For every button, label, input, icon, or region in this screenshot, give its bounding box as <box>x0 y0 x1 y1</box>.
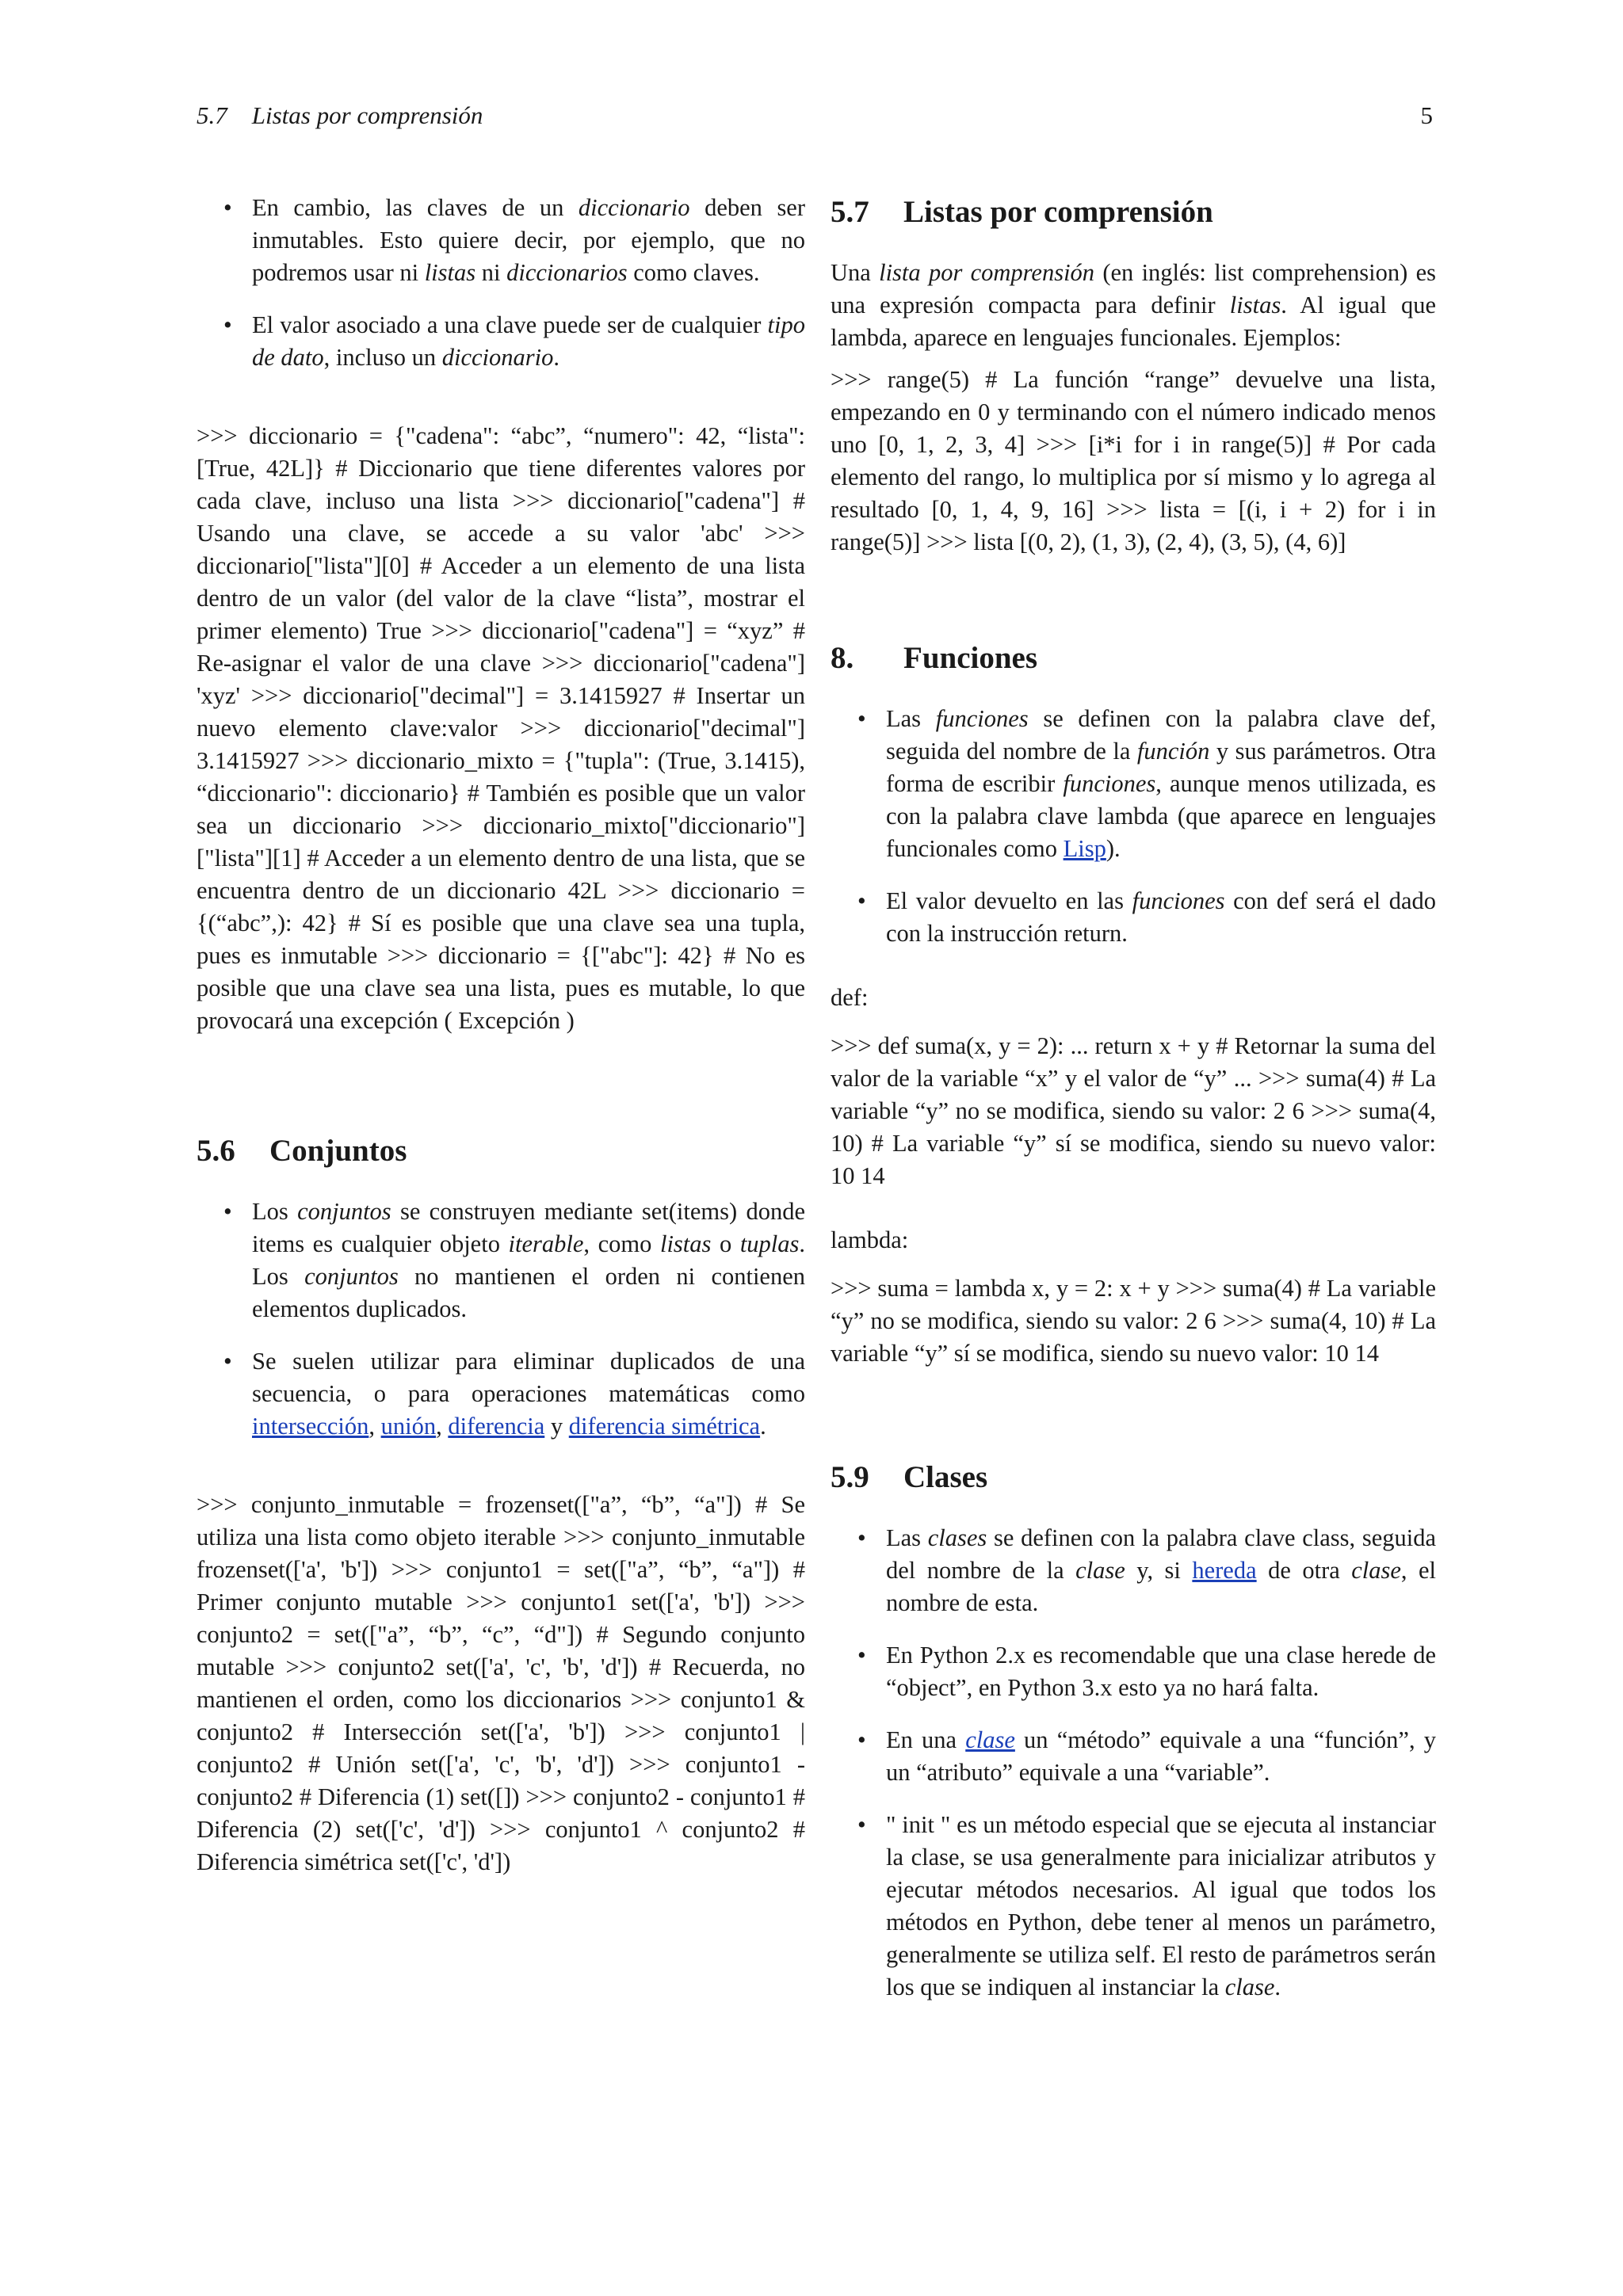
text-segment: , aunque menos utilizada, es con la palabra clave lambda (que aparece en lenguajes funcionales como <box>886 770 1436 862</box>
bullet-text <box>886 1524 1436 1616</box>
bullet-icon: • <box>223 311 232 338</box>
emphasis-text: lista por comprensión <box>879 259 1095 286</box>
text-segment: Se suelen utilizar para eliminar duplicados de una secuencia, o para operaciones matemáticas como <box>252 1348 805 1407</box>
bullet-icon: • <box>857 1811 866 1838</box>
text-segment: se definen con la palabra clave def, seguida del nombre de la <box>886 705 1436 765</box>
bullet-text <box>252 311 805 371</box>
inline-link[interactable]: diferencia simétrica <box>568 1413 761 1440</box>
emphasis-text: conjuntos <box>304 1263 399 1290</box>
list-item <box>831 1639 1436 1704</box>
bullet-text <box>886 1642 1436 1701</box>
text-segment: , incluso un <box>323 344 442 371</box>
list-item <box>197 309 805 374</box>
section-heading-conjuntos <box>197 1131 805 1172</box>
emphasis-text: diccionario <box>441 344 554 371</box>
list-item <box>831 1522 1436 1619</box>
bullet-text <box>252 1348 805 1440</box>
bullet-icon: • <box>857 1524 866 1551</box>
text-segment: , el nombre de esta. <box>886 1557 1436 1616</box>
listas-intro <box>831 257 1436 354</box>
emphasis-text: funciones <box>1132 887 1225 914</box>
emphasis-text: listas <box>424 259 476 286</box>
running-header <box>197 101 1433 141</box>
list-item <box>197 192 805 289</box>
bullet-icon: • <box>857 1726 866 1753</box>
bullet-icon: • <box>223 1348 232 1375</box>
section-title: Clases <box>903 1460 988 1494</box>
text-segment: y <box>544 1413 569 1440</box>
text-segment: En cambio, las claves de un <box>252 194 579 221</box>
header-section-title: Listas por comprensión <box>251 101 483 129</box>
text-segment: se definen con la palabra clave class, seguida del nombre de la <box>886 1524 1436 1584</box>
text-segment: de otra <box>1256 1557 1352 1584</box>
text-segment: y sus parámetros. Otra forma de escribir <box>886 738 1436 797</box>
text-segment: o <box>711 1230 740 1257</box>
emphasis-text: tipo de dato <box>252 311 805 371</box>
clases-bullet-list <box>831 1522 1436 2004</box>
inline-link[interactable]: intersección <box>252 1413 369 1440</box>
text-segment: . <box>760 1413 766 1440</box>
def-code-paragraph: >>> def suma(x, y = 2): ... return x + y # Retornar la suma del valor de la variable “x” y el valor de “y” ... >>> suma(4) # La variable “y” no se modifica, siendo su valor: 2 6 >>> suma(4, 10) # La variable “y” sí se modifica, siendo su nuevo valor: 10 14 <box>831 1032 1436 1189</box>
text-segment: El valor asociado a una clave puede ser de cualquier <box>252 311 768 338</box>
text-segment: Las <box>886 705 936 732</box>
text-segment: , <box>369 1413 381 1440</box>
text-segment: Una <box>831 259 880 286</box>
dict-bullet-list <box>197 192 805 374</box>
right-column <box>831 192 1436 2004</box>
section-title: Funciones <box>903 641 1038 675</box>
section-number: 5.7 <box>831 195 869 229</box>
text-segment: En Python 2.x es recomendable que una clase herede de “object”, en Python 3.x esto ya no hará falta. <box>886 1642 1436 1701</box>
emphasis-text: funciones <box>1063 770 1156 797</box>
text-segment: ). <box>1106 835 1121 862</box>
section-title: Conjuntos <box>269 1134 407 1168</box>
bullet-text <box>886 887 1436 947</box>
emphasis-text: diccionarios <box>506 259 628 286</box>
text-segment: no mantienen el orden ni contienen elementos duplicados. <box>252 1263 805 1322</box>
section-heading-funciones <box>831 638 1436 679</box>
emphasis-text: clase <box>1224 1974 1275 2000</box>
text-segment: como claves. <box>627 259 760 286</box>
bullet-text <box>252 1198 805 1322</box>
emphasis-text: clases <box>927 1524 987 1551</box>
inline-link[interactable]: unión <box>380 1413 437 1440</box>
text-segment: , como <box>583 1230 660 1257</box>
bullet-icon: • <box>857 1642 866 1669</box>
text-segment: se construyen mediante set(items) donde items es cualquier objeto <box>252 1198 806 1257</box>
def-label: def: <box>831 984 869 1011</box>
header-section-number: 5.7 <box>197 101 227 129</box>
emphasis-text: clase <box>1075 1557 1125 1584</box>
page-number: 5 <box>1420 101 1433 129</box>
emphasis-text: clase <box>1351 1557 1401 1584</box>
section-number: 8. <box>831 641 854 675</box>
text-segment: . Los <box>252 1230 806 1290</box>
conjuntos-code-paragraph: >>> conjunto_inmutable = frozenset(["a”, “b”, “a"]) # Se utiliza una lista como objeto iterable >>> conjunto_inmutable frozenset(['a', 'b']) >>> conjunto1 = set(["a”, “b”, “a"]) # Primer conjunto mutable >>> conjunto1 set(['a', 'b']) >>> conjunto2 = set(["a”, “b”, “c”, “d"]) # Segundo conjunto mutable >>> conjunto2 set(['a', 'c', 'b', 'd']) # Recuerda, no mantienen el orden, como los diccionarios >>> conjunto1 & conjunto2 # Intersección set(['a', 'b']) >>> conjunto1 | conjunto2 # Unión set(['a', 'c', 'b', 'd']) >>> conjunto1 - conjunto2 # Diferencia (1) set([]) >>> conjunto2 - conjunto1 # Diferencia (2) set(['c', 'd']) >>> conjunto1 ^ conjunto2 # Diferencia simétrica set(['c', 'd']) <box>197 1491 805 1875</box>
text-segment: El valor devuelto en las <box>886 887 1132 914</box>
conjuntos-bullet-list <box>197 1196 805 1443</box>
text-segment: un “método” equivale a una “función”, y un “atributo” equivale a una “variable”. <box>886 1726 1436 1786</box>
inline-link[interactable]: diferencia <box>448 1413 545 1440</box>
lambda-label: lambda: <box>831 1226 909 1253</box>
bullet-text <box>886 705 1436 862</box>
emphasis-text: conjuntos <box>297 1198 391 1225</box>
section-heading-listas <box>831 192 1436 233</box>
text-segment: En una <box>886 1726 966 1753</box>
emphasis-text: listas <box>659 1230 712 1257</box>
inline-link[interactable]: hereda <box>1192 1557 1257 1584</box>
emphasis-text: tuplas <box>739 1230 800 1257</box>
text-segment: . Al igual que lambda, aparece en lenguajes funcionales. Ejemplos: <box>831 292 1436 351</box>
funciones-bullet-list <box>831 703 1436 950</box>
emphasis-text: diccionario <box>578 194 690 221</box>
text-segment: . <box>1274 1974 1281 2000</box>
text-segment: . <box>553 344 559 371</box>
list-item <box>197 1345 805 1443</box>
emphasis-text: función <box>1136 738 1210 765</box>
text-segment: con def será el dado con la instrucción return. <box>886 887 1436 947</box>
emphasis-text: funciones <box>935 705 1029 732</box>
emphasis-text: listas <box>1229 292 1281 318</box>
lambda-code-paragraph: >>> suma = lambda x, y = 2: x + y >>> suma(4) # La variable “y” no se modifica, siendo su valor: 2 6 >>> suma(4, 10) # La variable “y” sí se modifica, siendo su nuevo valor: 10 14 <box>831 1275 1436 1367</box>
section-heading-clases <box>831 1457 1436 1498</box>
bullet-icon: • <box>857 887 866 914</box>
text-segment: " init " es un método especial que se ejecuta al instanciar la clase, se usa generalmente para inicializar atributos y ejecutar métodos necesarios. Al igual que todos los métodos en Python, debe tener al menos un parámetro, generalmente se utiliza self. El resto de parámetros serán los que se indiquen al instanciar la <box>886 1811 1436 2000</box>
bullet-icon: • <box>223 194 232 221</box>
bullet-text <box>252 194 805 286</box>
text-segment: Los <box>252 1198 298 1225</box>
inline-link[interactable]: clase <box>965 1726 1015 1753</box>
list-item <box>831 703 1436 865</box>
bullet-text <box>886 1726 1436 1786</box>
section-title: Listas por comprensión <box>903 195 1213 229</box>
text-segment: (en inglés: list comprehension) es una expresión compacta para definir <box>831 259 1436 318</box>
list-item <box>831 1724 1436 1789</box>
listas-code-paragraph: >>> range(5) # La función “range” devuelve una lista, empezando en 0 y terminando con el número indicado menos uno [0, 1, 2, 3, 4] >>> [i*i for i in range(5)] # Por cada elemento del rango, lo multiplica por sí mismo y lo agrega al resultado [0, 1, 4, 9, 16] >>> lista = [(i, i + 2) for i in range(5)] >>> lista [(0, 2), (1, 3), (2, 4), (3, 5), (4, 6)] <box>831 366 1436 555</box>
bullet-icon: • <box>223 1198 232 1225</box>
text-segment: deben ser inmutables. Esto quiere decir, por ejemplo, que no podremos usar ni <box>252 194 806 286</box>
list-item <box>831 1809 1436 2004</box>
section-number: 5.9 <box>831 1460 869 1494</box>
text-segment: , <box>436 1413 449 1440</box>
section-number: 5.6 <box>197 1134 235 1168</box>
left-column <box>197 192 805 1878</box>
text-segment: ni <box>475 259 507 286</box>
list-item <box>197 1196 805 1325</box>
inline-link[interactable]: Lisp <box>1063 835 1106 862</box>
dict-code-paragraph: >>> diccionario = {"cadena": “abc”, “numero": 42, “lista": [True, 42L]} # Diccionario que tiene diferentes valores por cada clave, incluso una lista >>> diccionario["cadena"] # Usando una clave, se accede a su valor 'abc' >>> diccionario["lista"][0] # Acceder a un elemento de una lista dentro de un valor (del valor de la clave “lista”, mostrar el primer elemento) True >>> diccionario["cadena"] = “xyz” # Re-asignar el valor de una clave >>> diccionario["cadena"] 'xyz' >>> diccionario["decimal"] = 3.1415927 # Insertar un nuevo elemento clave:valor >>> diccionario["decimal"] 3.1415927 >>> diccionario_mixto = {"tupla": (True, 3.1415), “diccionario": diccionario} # También es posible que un valor sea un diccionario >>> diccionario_mixto["diccionario"]["lista"][1] # Acceder a un elemento dentro de una lista, que se encuentra dentro de un diccionario 42L >>> diccionario = {(“abc”,): 42} # Sí es posible que una clave sea una tupla, pues es inmutable >>> diccionario = {["abc"]: 42} # No es posible que una clave sea una lista, pues es mutable, lo que provocará una excepción ( Excepción ) <box>197 422 805 1034</box>
emphasis-text: iterable <box>508 1230 584 1257</box>
text-segment: y, si <box>1125 1557 1193 1584</box>
bullet-icon: • <box>857 705 866 732</box>
list-item <box>831 885 1436 950</box>
bullet-text <box>886 1811 1436 2000</box>
text-segment: Las <box>886 1524 928 1551</box>
